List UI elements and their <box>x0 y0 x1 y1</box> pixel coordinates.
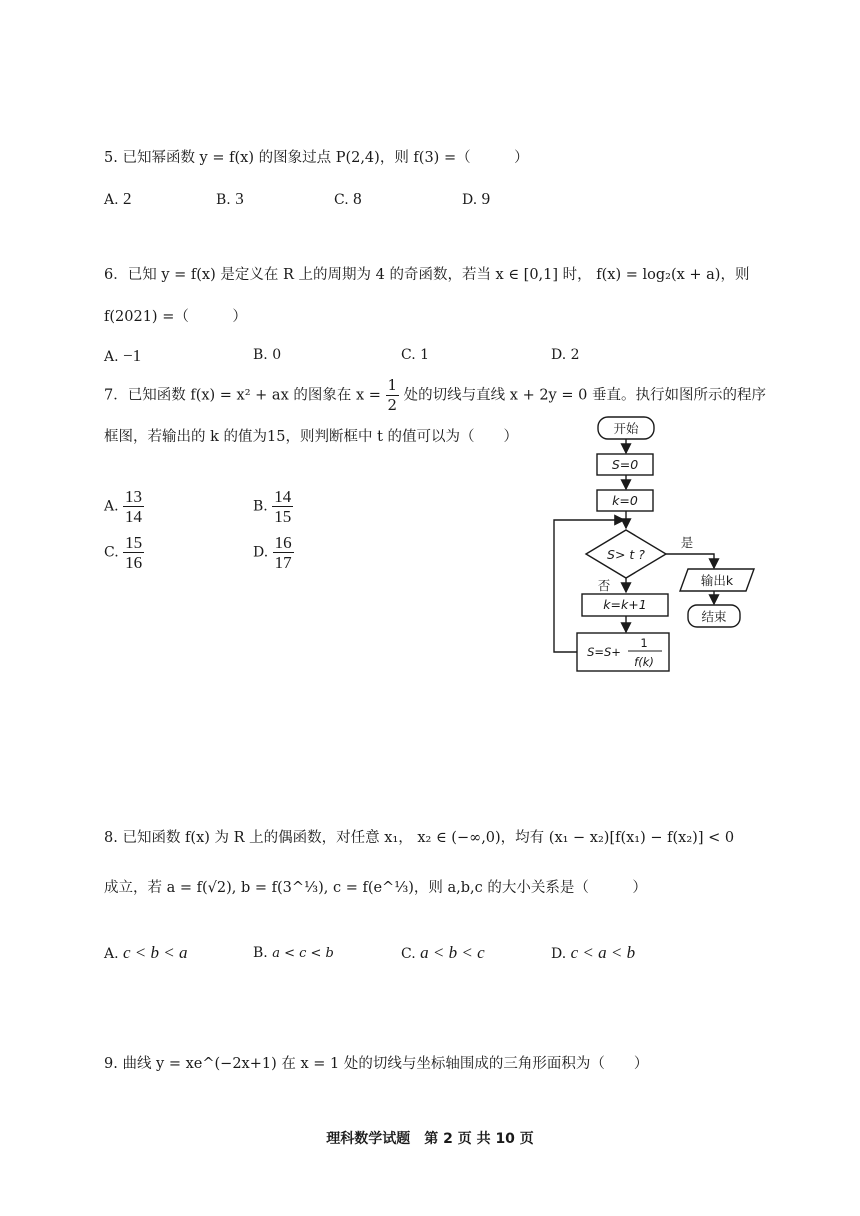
option-label: C. <box>401 946 416 962</box>
fraction-numerator: 16 <box>274 533 292 552</box>
start-label: 开始 <box>613 421 639 436</box>
option-label: D. <box>551 946 567 962</box>
fraction-numerator: 14 <box>274 487 292 506</box>
fraction-denominator: 2 <box>387 396 398 414</box>
s-update-denominator: f(k) <box>634 655 654 669</box>
program-flowchart <box>540 410 770 680</box>
option-label: D. <box>462 192 478 208</box>
page-footer: 理科数学试题 第 2 页 共 10 页 <box>326 1131 534 1147</box>
s-update-numerator: 1 <box>640 636 648 650</box>
option-value: 2 <box>123 189 132 208</box>
option-label: B. <box>253 347 268 363</box>
option-label: A. <box>104 946 119 962</box>
q6-option-d <box>551 347 580 363</box>
option-label: C. <box>104 544 119 561</box>
option-label: A. <box>104 192 119 208</box>
option-label: C. <box>334 192 349 208</box>
option-label: B. <box>253 498 268 515</box>
question-8-stem-line1: 8. 已知函数 f(x) 为 R 上的偶函数，对任意 x₁， x₂ ∈ (−∞,0)，均有 (x₁ − x₂)[f(x₁) − f(x₂)] < 0 <box>104 830 735 846</box>
no-label: 否 <box>597 578 611 593</box>
s-init-label: S=0 <box>611 457 639 472</box>
question-5-stem: 5. 已知幂函数 y = f(x) 的图象过点 P(2,4)，则 f(3) =（ ） <box>104 150 529 166</box>
option-fraction <box>273 533 294 572</box>
fraction-numerator: 15 <box>125 533 143 552</box>
fraction-denominator: 14 <box>125 507 143 526</box>
option-label: D. <box>551 347 567 363</box>
fraction-denominator: 16 <box>125 553 143 572</box>
question-8-stem-line2: 成立，若 a = f(√2), b = f(3^⅓), c = f(e^⅓)，则 a,b,c 的大小关系是（ ） <box>104 880 647 896</box>
s-update-prefix: S=S+ <box>587 645 621 659</box>
option-label: B. <box>253 945 268 961</box>
option-value: c < b < a <box>123 943 188 962</box>
condition-label: S> t ? <box>607 547 645 562</box>
q5-option-d <box>462 189 490 209</box>
question-6-stem-line2: f(2021) =（ ） <box>104 309 247 325</box>
option-value: 8 <box>353 189 362 208</box>
q7-text-part1: 7．已知函数 f(x) = x² + ax 的图象在 x = <box>104 387 381 404</box>
option-value: 0 <box>272 347 282 363</box>
option-label: D. <box>253 544 269 561</box>
option-value: 9 <box>481 189 491 208</box>
q5-option-b <box>216 189 244 209</box>
option-value: a < b < c <box>420 943 485 962</box>
option-label: A. <box>104 498 119 515</box>
q6-option-a <box>104 346 141 366</box>
q7-option-b <box>253 487 293 526</box>
option-value: c < a < b <box>570 943 636 962</box>
q8-option-b <box>253 945 334 961</box>
q7-text-part2: 处的切线与直线 x + 2y = 0 垂直。执行如图所示的程序 <box>403 387 766 404</box>
q6-option-b <box>253 347 281 363</box>
fraction-denominator: 15 <box>274 507 292 526</box>
output-label: 输出k <box>700 573 734 588</box>
fraction-numerator: 13 <box>125 487 143 506</box>
one-half-fraction <box>386 376 400 415</box>
q8-option-c <box>401 943 485 963</box>
q8-option-a <box>104 943 188 963</box>
k-init-label: k=0 <box>612 493 638 508</box>
option-fraction <box>272 487 293 526</box>
fraction-numerator: 1 <box>387 376 398 394</box>
end-label: 结束 <box>701 609 727 624</box>
q7-option-d <box>253 533 294 572</box>
option-label: C. <box>401 347 416 363</box>
option-fraction <box>123 487 144 526</box>
question-7-stem-line2: 框图，若输出的 k 的值为15，则判断框中 t 的值可以为（ ） <box>104 429 518 445</box>
q6-option-c <box>401 347 429 363</box>
option-value: −1 <box>123 346 142 365</box>
fraction-denominator: 17 <box>274 553 292 572</box>
k-increment-label: k=k+1 <box>603 597 647 612</box>
option-label: A. <box>104 349 119 365</box>
q5-option-c <box>334 189 362 209</box>
option-fraction <box>123 533 144 572</box>
option-value: a < c < b <box>272 946 334 961</box>
option-value: 1 <box>420 347 430 363</box>
q8-option-d <box>551 943 635 963</box>
question-9-stem: 9. 曲线 y = xe^(−2x+1) 在 x = 1 处的切线与坐标轴围成的三角形面积为（ ） <box>104 1056 649 1072</box>
question-6-stem-line1: 6．已知 y = f(x) 是定义在 R 上的周期为 4 的奇函数，若当 x ∈ [0,1] 时， f(x) = log₂(x + a)，则 <box>104 267 750 283</box>
option-label: B. <box>216 192 231 208</box>
q7-option-a <box>104 487 144 526</box>
option-value: 2 <box>570 347 580 363</box>
q5-option-a <box>104 189 132 209</box>
q7-option-c <box>104 533 144 572</box>
option-value: 3 <box>235 189 244 208</box>
yes-label: 是 <box>680 535 694 550</box>
